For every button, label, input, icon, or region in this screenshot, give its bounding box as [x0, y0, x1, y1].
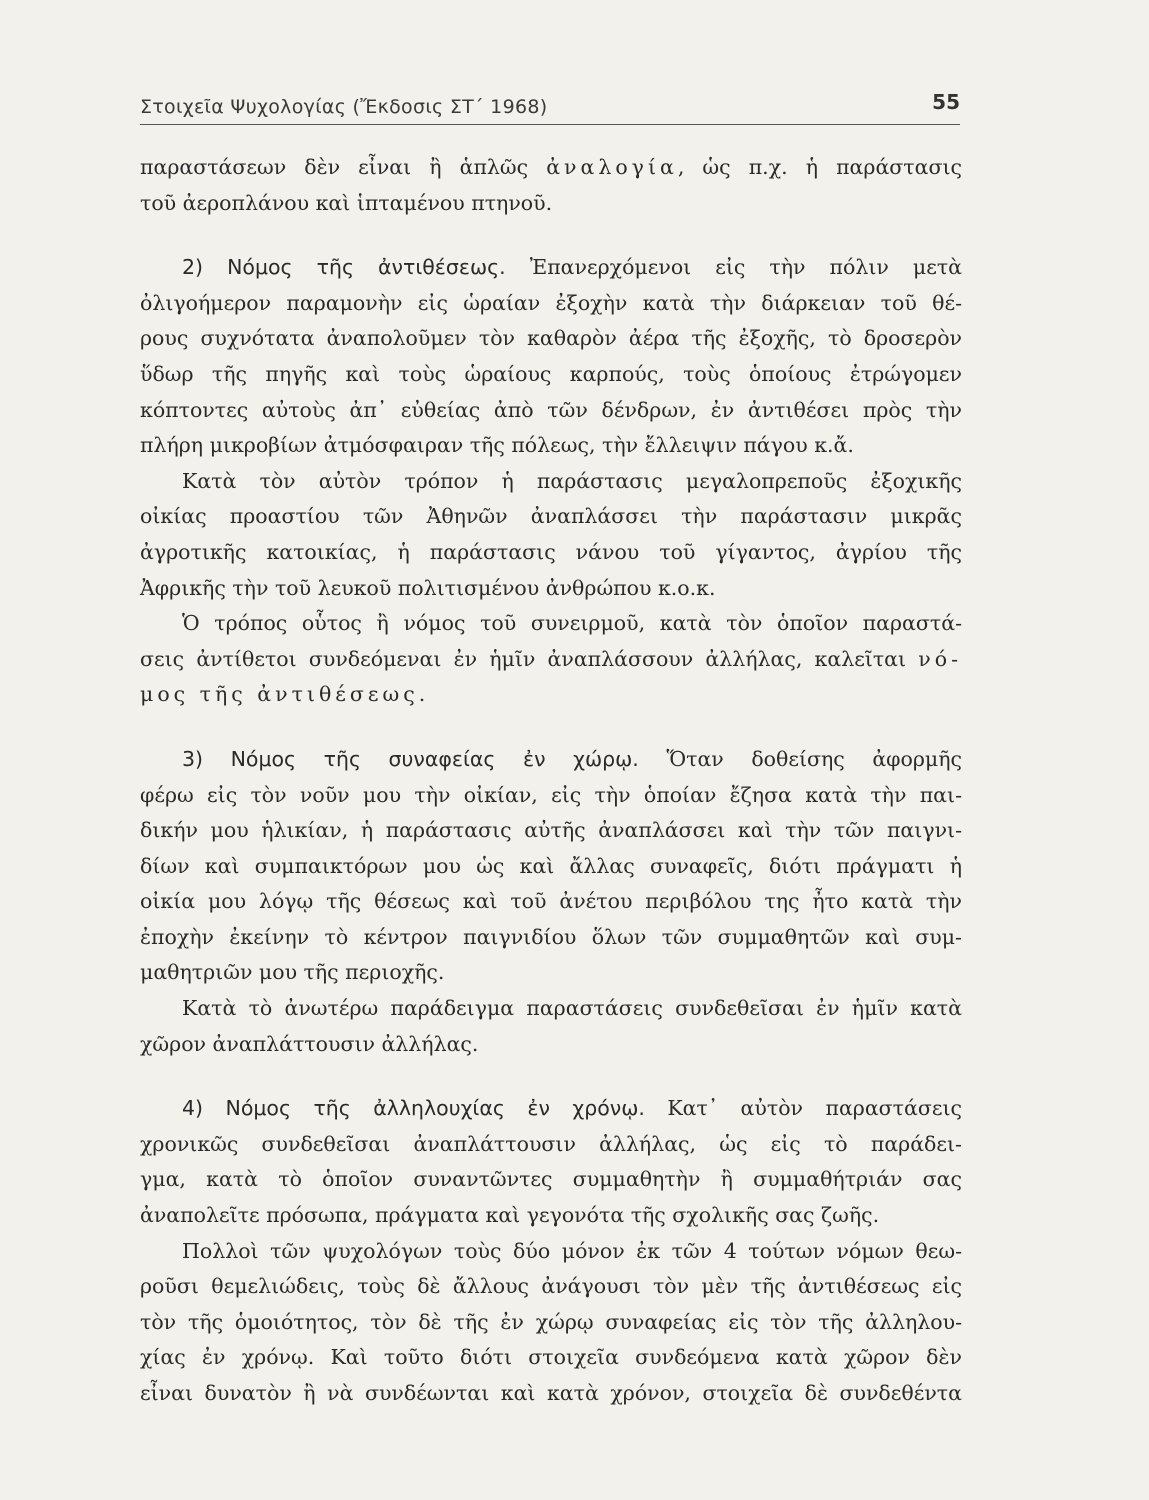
text-line: [140, 499, 962, 535]
text-run: Ἀφρικῆς τὴν τοῦ λευκοῦ πολιτισμένου ἀνθρώπου κ.ο.κ.: [140, 575, 716, 600]
text-run: Πολλοὶ τῶν ψυχολόγων τοὺς δύο μόνον ἐκ τῶν 4 τούτων νόμων θεω-: [182, 1238, 962, 1263]
text-line: [140, 991, 962, 1027]
text-run: χίας ἐν χρόνῳ. Καὶ τοῦτο διότι στοιχεῖα συνδεόμενα κατὰ χῶρον δὲν: [140, 1345, 962, 1370]
text-run: ρους συχνότατα ἀναπολοῦμεν τὸν καθαρὸν ἀέρα τῆς ἐξοχῆς, τὸ δροσερὸν: [140, 326, 962, 351]
running-header: [140, 88, 960, 125]
text-line: [140, 321, 962, 357]
text-line: [140, 849, 962, 885]
text-line: [140, 813, 962, 849]
text-line: [140, 1027, 962, 1063]
text-run: ροῦσι θεμελιώδεις, τοὺς δὲ ἄλλους ἀνάγουσι τὸν μὲν τῆς ἀντιθέσεως εἰς: [140, 1274, 962, 1299]
text-line: [140, 920, 962, 956]
text-line: [140, 393, 962, 429]
text-line: [140, 1269, 962, 1305]
emphasized-text: μος τῆς ἀντιθέσεως.: [140, 682, 430, 707]
text-line: [140, 884, 962, 920]
text-run: Ὅταν δοθείσης ἀφορμῆς: [638, 746, 962, 771]
text-line: [140, 1198, 962, 1234]
text-line: [140, 535, 962, 571]
text-run: τὸν τῆς ὁμοιότητος, τὸν δὲ τῆς ἐν χώρῳ συναφείας εἰς τὸν τῆς ἀλληλου-: [140, 1309, 962, 1334]
text-run: ἐποχὴν ἐκείνην τὸ κέντρον παιγνιδίου ὅλων τῶν συμμαθητῶν καὶ συμ-: [140, 924, 962, 949]
text-run: ὀλιγοήμερον παραμονὴν εἰς ὡραίαν ἐξοχὴν κατὰ τὴν διάρκειαν τοῦ θέ-: [140, 290, 962, 315]
paragraph-gap: [140, 1062, 962, 1091]
running-title: Στοιχεῖα Ψυχολογίας (Ἔκδοσις ΣΤ΄ 1968): [140, 96, 548, 118]
section-heading: 2) Νόμος τῆς ἀντιθέσεως.: [182, 255, 506, 280]
text-line: [140, 1127, 962, 1163]
body-text: [140, 150, 962, 1412]
text-run: δίων καὶ συμπαικτόρων μου ὡς καὶ ἄλλας συναφεῖς, διότι πράγματι ἡ: [140, 853, 962, 878]
text-run: Κατ᾽ αὐτὸν παραστάσεις: [644, 1096, 962, 1121]
text-run: πλήρη μικροβίων ἀτμόσφαιραν τῆς πόλεως, τὴν ἔλλειψιν πάγου κ.ἄ.: [140, 433, 854, 458]
text-line: [140, 677, 962, 713]
text-run: ἀγροτικῆς κατοικίας, ἡ παράστασις νάνου τοῦ γίγαντος, ἀγρίου τῆς: [140, 539, 962, 564]
text-line: [140, 955, 962, 991]
text-line: [140, 742, 962, 778]
text-line: [140, 642, 962, 678]
text-run: , ὡς π.χ. ἡ παράστασις: [677, 155, 962, 179]
text-run: σεις ἀντίθετοι συνδεόμεναι ἐν ἡμῖν ἀναπλάσσουν ἀλλήλας, καλεῖται: [140, 646, 919, 671]
text-run: ἀναπολεῖτε πρόσωπα, πράγματα καὶ γεγονότα τῆς σχολικῆς σας ζωῆς.: [140, 1203, 880, 1228]
emphasized-text: ἀναλογία: [546, 155, 678, 179]
text-line: [140, 357, 962, 393]
section-heading: 4) Νόμος τῆς ἀλληλουχίας ἐν χρόνῳ.: [182, 1096, 645, 1121]
page-number: 55: [932, 90, 960, 114]
text-line: [140, 186, 962, 222]
text-run: ὕδωρ τῆς πηγῆς καὶ τοὺς ὡραίους καρπούς, τοὺς ὁποίους ἐτρώγομεν: [140, 361, 962, 386]
text-run: Κατὰ τὸν αὐτὸν τρόπον ἡ παράστασις μεγαλοπρεποῦς ἐξοχικῆς: [182, 468, 962, 493]
text-run: τοῦ ἀεροπλάνου καὶ ἱπταμένου πτηνοῦ.: [140, 190, 553, 215]
paragraph-gap: [140, 221, 962, 250]
text-line: [140, 464, 962, 500]
text-line: [140, 778, 962, 814]
text-line: [140, 1162, 962, 1198]
text-run: οἰκία μου λόγῳ τῆς θέσεως καὶ τοῦ ἀνέτου περιβόλου της ἦτο κατὰ τὴν: [140, 889, 962, 914]
text-line: [140, 606, 962, 642]
text-line: [140, 571, 962, 607]
text-run: Ἐπανερχόμενοι εἰς τὴν πόλιν μετὰ: [505, 255, 962, 280]
text-line: [140, 428, 962, 464]
text-line: [140, 286, 962, 322]
text-run: χρονικῶς συνδεθεῖσαι ἀναπλάττουσιν ἀλλήλας, ὡς εἰς τὸ παράδει-: [140, 1131, 962, 1156]
text-line: [140, 150, 962, 186]
text-run: κόπτοντες αὐτοὺς ἀπ᾽ εὐθείας ἀπὸ τῶν δένδρων, ἐν ἀντιθέσει πρὸς τὴν: [140, 397, 962, 422]
text-run: δικήν μου ἡλικίαν, ἡ παράστασις αὐτῆς ἀναπλάσσει καὶ τὴν τῶν παιγνι-: [140, 818, 962, 843]
text-run: Ὁ τρόπος οὗτος ἢ νόμος τοῦ συνειρμοῦ, κατὰ τὸν ὁποῖον παραστά-: [182, 611, 962, 636]
text-line: [140, 1091, 962, 1127]
text-run: παραστάσεων δὲν εἶναι ἢ ἁπλῶς: [140, 155, 547, 179]
text-line: [140, 250, 962, 286]
emphasized-text: νό-: [918, 646, 962, 671]
section-heading: 3) Νόμος τῆς συναφείας ἐν χώρῳ.: [182, 746, 639, 771]
text-line: [140, 1340, 962, 1376]
text-run: μαθητριῶν μου τῆς περιοχῆς.: [140, 960, 445, 985]
text-line: [140, 1376, 962, 1412]
text-run: οἰκίας προαστίου τῶν Ἀθηνῶν ἀναπλάσσει τὴν παράστασιν μικρᾶς: [140, 504, 962, 529]
text-run: εἶναι δυνατὸν ἢ νὰ συνδέωνται καὶ κατὰ χρόνον, στοιχεῖα δὲ συνδεθέντα: [140, 1381, 962, 1405]
text-run: φέρω εἰς τὸν νοῦν μου τὴν οἰκίαν, εἰς τὴν ὁποίαν ἔζησα κατὰ τὴν παι-: [140, 782, 962, 807]
text-run: Κατὰ τὸ ἀνωτέρω παράδειγμα παραστάσεις συνδεθεῖσαι ἐν ἡμῖν κατὰ: [182, 996, 962, 1021]
text-line: [140, 1305, 962, 1341]
paragraph-gap: [140, 713, 962, 742]
text-line: [140, 1234, 962, 1270]
text-run: γμα, κατὰ τὸ ὁποῖον συναντῶντες συμμαθητὴν ἢ συμμαθήτριάν σας: [140, 1167, 962, 1192]
text-run: χῶρον ἀναπλάττουσιν ἀλλήλας.: [140, 1031, 479, 1056]
